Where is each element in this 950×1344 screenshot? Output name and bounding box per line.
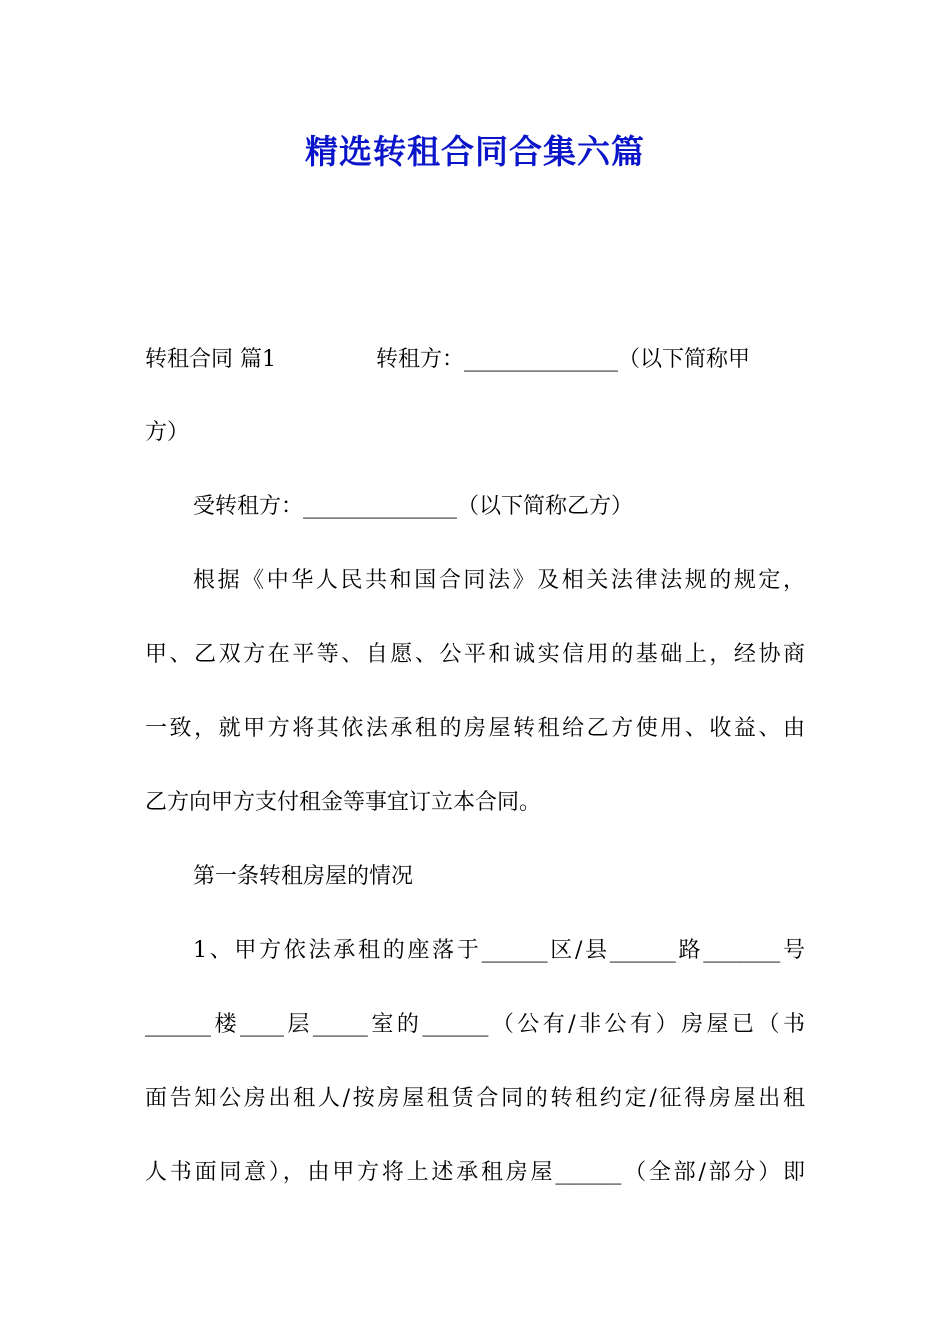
paragraph-line-10: ______楼____层_____室的______（公有/非公有）房屋已（书	[145, 1012, 805, 1037]
paragraph-line-11: 面告知公房出租人/按房屋租赁合同的转租约定/征得房屋出租	[145, 1086, 805, 1111]
contract-heading: 转租合同 篇1	[145, 347, 276, 372]
paragraph-line-7: 乙方向甲方支付租金等事宜订立本合同。	[145, 790, 542, 815]
page-title: 精选转租合同合集六篇	[305, 132, 645, 171]
sublessee-line: 受转租方：______________（以下简称乙方）	[193, 494, 634, 519]
article-heading: 第一条转租房屋的情况	[193, 864, 414, 889]
sublessor-label: 转租方：______________（以下简称甲	[376, 347, 751, 372]
paragraph-line-6: 一致，就甲方将其依法承租的房屋转租给乙方使用、收益、由	[145, 716, 805, 741]
paragraph-line-4: 根据《中华人民共和国合同法》及相关法律法规的规定，	[193, 568, 805, 593]
paragraph-line-9: 1、甲方依法承租的座落于______区/县______路_______号	[193, 938, 805, 963]
paragraph-line-1	[145, 342, 805, 378]
paragraph-line-12: 人书面同意），由甲方将上述承租房屋______（全部/部分）即	[145, 1160, 805, 1185]
paragraph-line-2: 方）	[145, 420, 190, 445]
paragraph-line-5: 甲、乙双方在平等、自愿、公平和诚实信用的基础上，经协商	[145, 642, 805, 667]
